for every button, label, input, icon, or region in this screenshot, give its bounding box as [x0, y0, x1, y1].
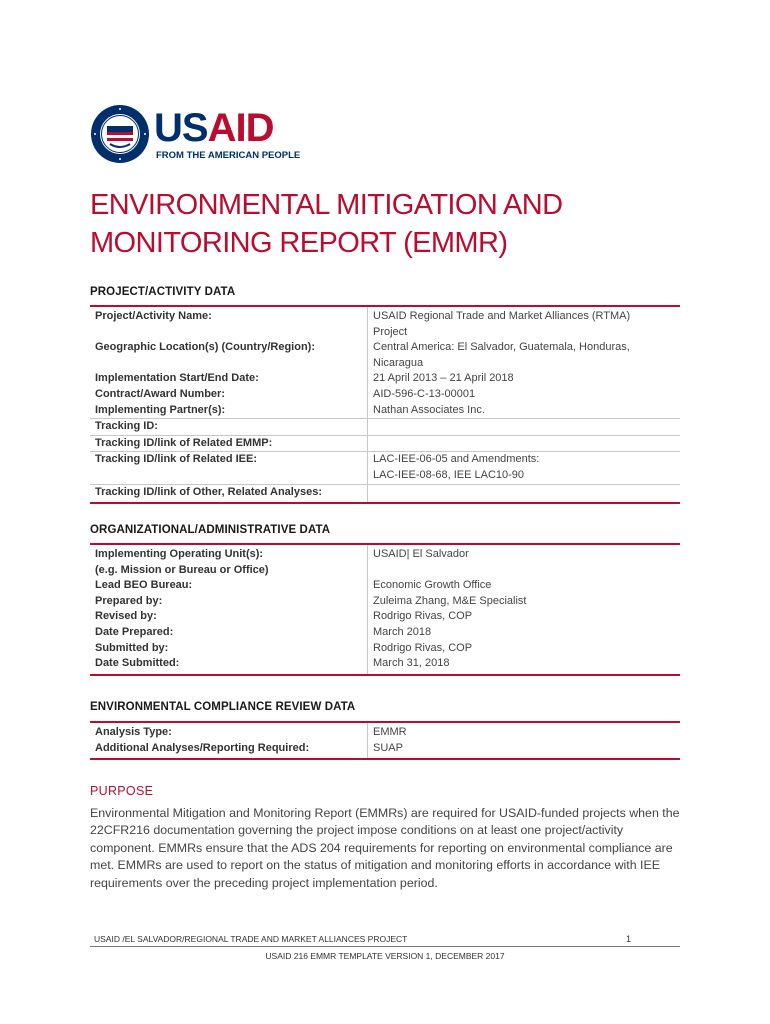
- row-value: USAID| El Salvador: [373, 548, 469, 560]
- row-value: [368, 484, 681, 503]
- usaid-seal-icon: [90, 104, 150, 164]
- table-row: [90, 452, 680, 484]
- row-value: EMMR: [373, 726, 407, 738]
- footer-project-name: USAID /EL SALVADOR/REGIONAL TRADE AND MARKET ALLIANCES PROJECT: [94, 934, 408, 944]
- row-label: Implementation Start/End Date:: [90, 371, 368, 387]
- table-row: [90, 656, 680, 675]
- row-label: Revised by:: [90, 609, 368, 625]
- row-value: USAID Regional Trade and Market Alliances (RTMA) Project: [373, 310, 631, 338]
- title-line-2: MONITORING REPORT (EMMR): [90, 227, 508, 259]
- footer-template-version: USAID 216 EMMR TEMPLATE VERSION 1, DECEMBER 2017: [265, 951, 505, 961]
- row-label: Submitted by:: [90, 641, 368, 657]
- row-value: Zuleima Zhang, M&E Specialist: [373, 594, 527, 607]
- table-row: [90, 306, 680, 340]
- row-label: Prepared by:: [90, 594, 368, 610]
- row-label: Geographic Location(s) (Country/Region):: [90, 340, 368, 371]
- table-row: [90, 371, 680, 387]
- row-value: Economic Growth Office: [373, 579, 492, 592]
- table-row: [90, 435, 680, 452]
- row-value: [368, 435, 681, 452]
- row-value: March 2018: [373, 625, 432, 638]
- wordmark-us: US: [154, 106, 208, 150]
- row-value: Nathan Associates Inc.: [368, 403, 681, 419]
- report-title: [90, 186, 690, 262]
- purpose-heading: PURPOSE: [90, 784, 154, 798]
- compliance-data-table: [90, 721, 680, 760]
- table-row: [90, 641, 680, 657]
- row-value: AID-596-C-13-00001: [373, 387, 476, 400]
- table-row: [90, 594, 680, 610]
- table-row: [90, 722, 680, 741]
- row-label: Analysis Type:: [90, 722, 368, 741]
- row-label: Additional Analyses/Reporting Required:: [90, 741, 368, 760]
- table-row: [90, 609, 680, 625]
- title-line-1: ENVIRONMENTAL MITIGATION AND: [90, 189, 563, 221]
- row-label: Tracking ID:: [90, 419, 368, 436]
- row-label: Project/Activity Name:: [90, 306, 368, 340]
- table-row: [90, 544, 680, 578]
- row-value: Central America: El Salvador, Guatemala, Honduras, Nicaragua: [373, 341, 630, 369]
- usaid-logo: [90, 104, 300, 166]
- row-label: Tracking ID/link of Other, Related Analyses:: [90, 484, 368, 503]
- table-row: [90, 419, 680, 436]
- row-value: LAC-IEE-06-05 and Amendments: LAC-IEE-08-68, IEE LAC10-90: [368, 452, 681, 484]
- project-data-table: [90, 305, 680, 504]
- org-section-heading: ORGANIZATIONAL/ADMINISTRATIVE DATA: [90, 524, 331, 536]
- row-value: 21 April 2013 – 21 April 2018: [373, 372, 514, 385]
- row-label: Date Prepared:: [90, 625, 368, 641]
- row-label: Tracking ID/link of Related IEE:: [90, 452, 368, 484]
- row-label: Lead BEO Bureau:: [90, 578, 368, 594]
- row-value: Rodrigo Rivas, COP: [373, 641, 473, 654]
- table-row: [90, 625, 680, 641]
- row-label: Date Submitted:: [90, 656, 368, 675]
- compliance-section-heading: ENVIRONMENTAL COMPLIANCE REVIEW DATA: [90, 701, 356, 713]
- table-row: [90, 484, 680, 503]
- wordmark-aid: AID: [207, 106, 274, 150]
- table-row: [90, 578, 680, 594]
- row-value: Rodrigo Rivas, COP: [373, 610, 473, 623]
- row-label: Implementing Partner(s):: [90, 403, 368, 419]
- logo-tagline: FROM THE AMERICAN PEOPLE: [156, 150, 301, 161]
- row-label: Implementing Operating Unit(s): (e.g. Mission or Bureau or Office): [90, 544, 368, 578]
- row-value: March 31, 2018: [373, 657, 450, 670]
- project-section-heading: PROJECT/ACTIVITY DATA: [90, 286, 236, 298]
- purpose-paragraph: Environmental Mitigation and Monitoring Report (EMMRs) are required for USAID-funded projects when the 22CFR216 documentation governing the project impose conditions on at least one project/activity component. EMMRs ensure that the ADS 204 requirements for reporting on environmental compliance are met. EMMRs are used to report on the status of mitigation and monitoring efforts in accordance with IEE requirements over the preceding project implementation period.: [90, 806, 680, 890]
- table-row: [90, 340, 680, 371]
- table-row: [90, 403, 680, 419]
- table-row: [90, 387, 680, 403]
- table-row: [90, 741, 680, 760]
- row-value: SUAP: [373, 741, 403, 754]
- row-value: [368, 419, 681, 436]
- usaid-wordmark: [154, 108, 273, 148]
- row-label: Contract/Award Number:: [90, 387, 368, 403]
- footer-page-number: 1: [626, 934, 632, 944]
- footer-divider: [90, 946, 680, 947]
- org-data-table: [90, 543, 680, 676]
- row-label: Tracking ID/link of Related EMMP:: [90, 435, 368, 452]
